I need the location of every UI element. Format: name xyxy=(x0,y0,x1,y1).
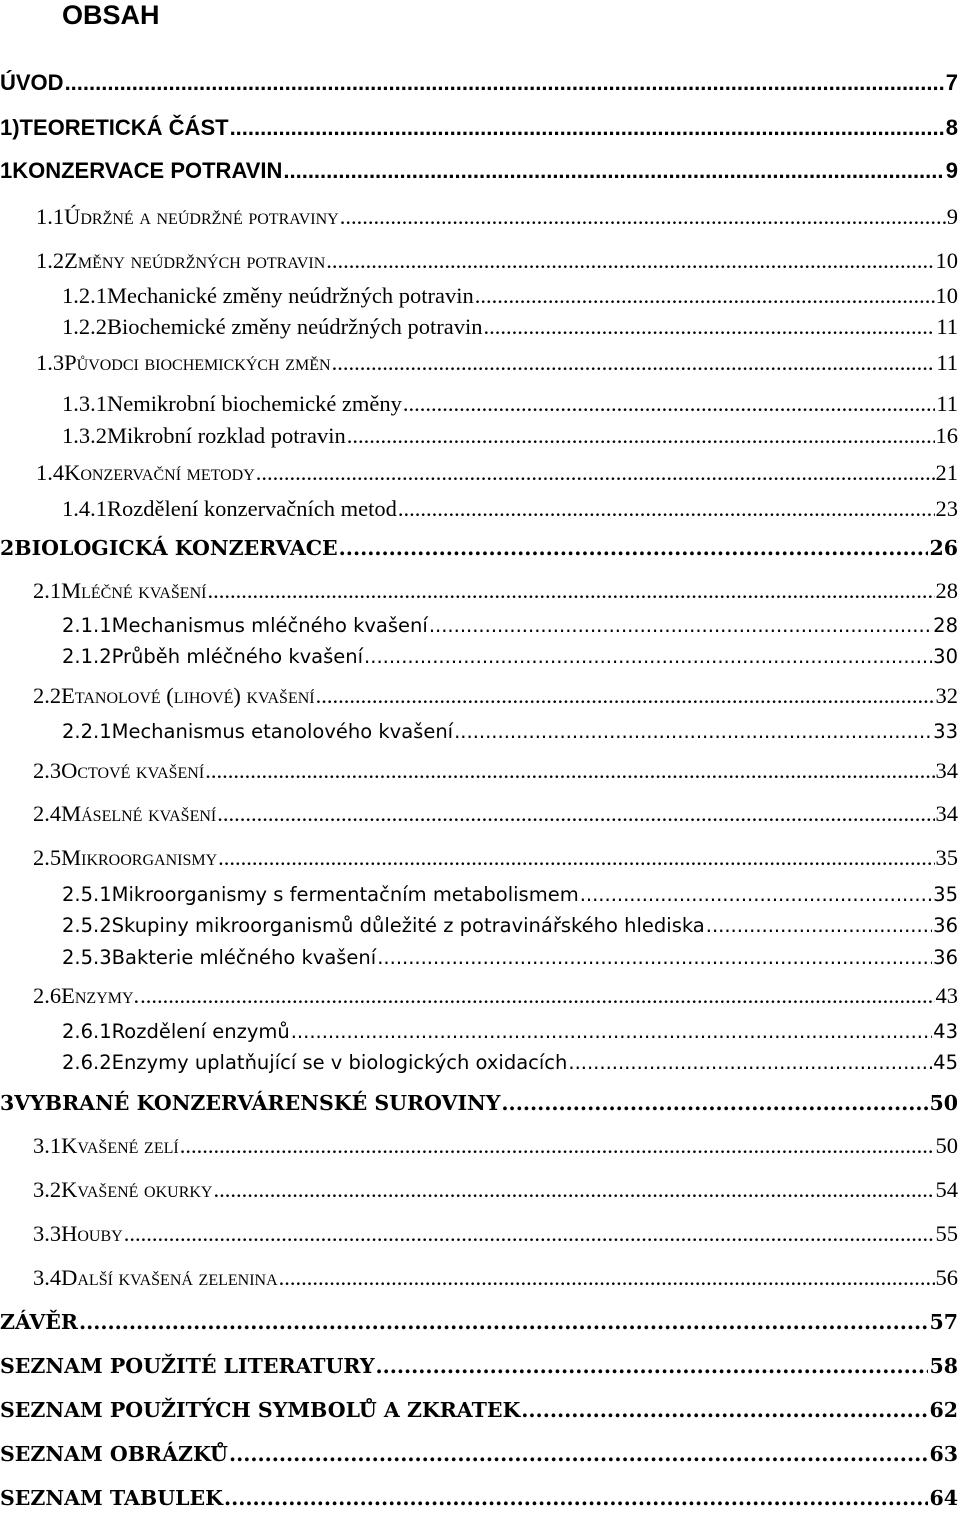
dot-leader xyxy=(706,914,932,937)
toc-entry[interactable] xyxy=(33,578,958,604)
toc-entry-label: Nemikrobní biochemické změny xyxy=(107,391,402,416)
toc-page-number: 9 xyxy=(946,204,958,229)
toc-entry-label: Změny neúdržných potravin xyxy=(64,248,326,273)
toc-entry[interactable] xyxy=(33,845,958,871)
toc-entry[interactable] xyxy=(62,720,958,743)
toc-entry-label: Skupiny mikroorganismů důležité z potravinářského hlediska xyxy=(111,914,705,937)
dot-leader xyxy=(217,801,934,827)
toc-entry[interactable] xyxy=(36,204,958,230)
toc-page-number: 16 xyxy=(935,423,958,448)
dot-leader xyxy=(340,204,946,230)
toc-entry[interactable] xyxy=(33,683,958,709)
toc-entry-number: 2.4 xyxy=(33,801,62,826)
toc-entry-number: 1.1 xyxy=(36,204,65,229)
toc-entry[interactable] xyxy=(62,914,958,937)
toc-entry[interactable] xyxy=(62,614,958,637)
dot-leader xyxy=(256,460,935,486)
toc-entry-label: Enzymy uplatňující se v biologických oxidacích xyxy=(111,1051,568,1074)
toc-entry-number: 1.3.1 xyxy=(62,391,107,416)
toc-entry-number: 2.5.1 xyxy=(62,883,112,906)
dot-leader xyxy=(347,423,935,449)
toc-entry[interactable] xyxy=(62,391,958,417)
toc-entry-label: Další kvašená zelenina xyxy=(61,1265,278,1290)
toc-entry-label: Houby xyxy=(61,1221,123,1246)
dot-leader xyxy=(568,1051,932,1074)
dot-leader xyxy=(316,683,935,709)
toc-page-number: 11 xyxy=(936,314,958,339)
toc-entry-label: Biochemické změny neúdržných potravin xyxy=(107,314,483,339)
dot-leader xyxy=(79,1310,929,1334)
dot-leader xyxy=(332,350,936,376)
toc-page-number: 11 xyxy=(936,350,958,375)
toc-entry[interactable] xyxy=(36,248,958,274)
toc-entry[interactable] xyxy=(36,460,958,486)
toc-entry-number: 1.4 xyxy=(36,460,65,485)
toc-entry-number: 2.5.2 xyxy=(62,914,112,937)
toc-page-number: 35 xyxy=(935,845,958,870)
dot-leader xyxy=(501,1091,928,1115)
toc-entry-label: Mikrobní rozklad potravin xyxy=(107,423,346,448)
dot-leader xyxy=(140,983,934,1009)
toc-page-number: 23 xyxy=(935,496,958,521)
toc-page-number: 33 xyxy=(933,720,958,743)
toc-entry-label: SEZNAM TABULEK xyxy=(0,1486,223,1510)
page-title: OBSAH xyxy=(62,0,160,30)
toc-page-number: 58 xyxy=(929,1354,958,1378)
toc-entry-label: 1)TEORETICKÁ ČÁST xyxy=(0,115,229,140)
toc-entry-number: 1.2.1 xyxy=(62,283,107,308)
toc-entry-label: 3VYBRANÉ KONZERVÁRENSKÉ SUROVINY xyxy=(0,1091,501,1115)
dot-leader xyxy=(229,1442,929,1466)
toc-entry-number: 3.1 xyxy=(33,1133,62,1158)
toc-entry-label: Průběh mléčného kvašení xyxy=(111,645,364,668)
toc-entry[interactable] xyxy=(62,423,958,449)
toc-entry-label: Údržné a neúdržné potraviny xyxy=(64,204,339,229)
toc-page-number: 64 xyxy=(929,1486,958,1510)
toc-entry-label: Kvašené okurky xyxy=(61,1177,213,1202)
toc-entry[interactable] xyxy=(33,1221,958,1247)
toc-entry-label: Rozdělení enzymů xyxy=(111,1020,290,1043)
toc-page-number: 45 xyxy=(933,1051,958,1074)
toc-entry[interactable] xyxy=(62,645,958,668)
toc-entry[interactable] xyxy=(0,1486,958,1510)
toc-page-number: 43 xyxy=(933,1020,958,1043)
toc-entry-label: Bakterie mléčného kvašení xyxy=(111,946,377,969)
toc-entry-label: Mechanismus etanolového kvašení xyxy=(111,720,454,743)
toc-entry-number: 1.3.2 xyxy=(62,423,107,448)
dot-leader xyxy=(475,283,935,309)
toc-entry-number: 2.6.1 xyxy=(62,1020,112,1043)
toc-page-number: 35 xyxy=(933,883,958,906)
dot-leader xyxy=(580,883,932,906)
toc-entry-label: SEZNAM POUŽITÝCH SYMBOLŮ A ZKRATEK xyxy=(0,1398,521,1422)
dot-leader xyxy=(218,845,934,871)
toc-page-number: 7 xyxy=(945,70,958,95)
toc-entry-number: 2.2 xyxy=(33,683,62,708)
toc-page-number: 57 xyxy=(929,1310,958,1334)
dot-leader xyxy=(230,115,945,141)
toc-page-number: 26 xyxy=(929,536,958,560)
dot-leader xyxy=(454,720,932,743)
toc-page-number: 50 xyxy=(935,1133,958,1158)
dot-leader xyxy=(207,578,934,604)
toc-entry-label: Enzymy. xyxy=(61,983,140,1008)
toc-entry[interactable] xyxy=(33,1133,958,1159)
toc-page-number: 32 xyxy=(935,683,958,708)
toc-page-number: 10 xyxy=(935,283,958,308)
toc-page-number: 50 xyxy=(929,1091,958,1115)
toc-entry[interactable] xyxy=(33,1177,958,1203)
toc-entry-number: 1.2 xyxy=(36,248,65,273)
dot-leader xyxy=(279,1265,935,1291)
toc-page-number: 34 xyxy=(935,758,958,783)
toc-entry[interactable] xyxy=(0,70,958,96)
toc-entry[interactable] xyxy=(0,158,958,184)
toc-entry-number: 2.1.1 xyxy=(62,614,112,637)
toc-entry-label: Mechanické změny neúdržných potravin xyxy=(107,283,474,308)
toc-page-number: 55 xyxy=(935,1221,958,1246)
toc-entry[interactable] xyxy=(62,946,958,969)
toc-page-number: 21 xyxy=(935,460,958,485)
toc-entry[interactable] xyxy=(62,496,958,522)
toc-entry-number: 2.5.3 xyxy=(62,946,112,969)
toc-page-number: 56 xyxy=(935,1265,958,1290)
toc-entry-number: 2.6.2 xyxy=(62,1051,112,1074)
toc-entry-number: 1.2.2 xyxy=(62,314,107,339)
toc-entry[interactable] xyxy=(33,758,958,784)
toc-entry-label: Mléčné kvašení xyxy=(61,578,207,603)
toc-page-number: 63 xyxy=(929,1442,958,1466)
toc-page-number: 30 xyxy=(933,645,958,668)
toc-entry-label: ÚVOD xyxy=(0,70,64,95)
toc-entry-label: 1KONZERVACE POTRAVIN xyxy=(0,158,283,183)
dot-leader xyxy=(283,158,944,184)
toc-entry-label: 2BIOLOGICKÁ KONZERVACE xyxy=(0,536,338,560)
toc-entry-label: Kvašené zelí xyxy=(61,1133,179,1158)
toc-page-number: 28 xyxy=(935,578,958,603)
toc-page-number: 9 xyxy=(945,158,958,183)
dot-leader xyxy=(377,946,932,969)
toc-entry[interactable] xyxy=(62,314,958,340)
dot-leader xyxy=(214,1177,935,1203)
toc-page-number: 10 xyxy=(935,248,958,273)
toc-entry-label: SEZNAM OBRÁZKŮ xyxy=(0,1442,228,1466)
toc-entry-label: Octové kvašení xyxy=(61,758,205,783)
toc-entry-label: Mikroorganismy s fermentačním metabolismem xyxy=(111,883,579,906)
toc-entry[interactable] xyxy=(33,1265,958,1291)
toc-entry-label: Mikroorganismy xyxy=(61,845,218,870)
dot-leader xyxy=(326,248,934,274)
toc-entry[interactable] xyxy=(0,1398,958,1422)
dot-leader xyxy=(429,614,932,637)
toc-entry-number: 1.3 xyxy=(36,350,65,375)
toc-entry-label: SEZNAM POUŽITÉ LITERATURY xyxy=(0,1354,375,1378)
dot-leader xyxy=(124,1221,935,1247)
toc-entry-label: Máselné kvašení xyxy=(61,801,217,826)
toc-entry[interactable] xyxy=(36,350,958,376)
toc-entry-number: 3.2 xyxy=(33,1177,62,1202)
toc-page-number: 36 xyxy=(933,914,958,937)
toc-page-number: 36 xyxy=(933,946,958,969)
dot-leader xyxy=(65,70,945,96)
toc-entry[interactable] xyxy=(0,1354,958,1378)
toc-entry-number: 2.3 xyxy=(33,758,62,783)
toc-entry[interactable] xyxy=(62,283,958,309)
dot-leader xyxy=(205,758,934,784)
dot-leader xyxy=(180,1133,935,1159)
dot-leader xyxy=(224,1486,929,1510)
toc-entry-number: 1.4.1 xyxy=(62,496,107,521)
toc-entry[interactable] xyxy=(33,983,958,1009)
dot-leader xyxy=(364,645,932,668)
dot-leader xyxy=(375,1354,928,1378)
dot-leader xyxy=(484,314,936,340)
dot-leader xyxy=(291,1020,932,1043)
toc-entry[interactable] xyxy=(62,1020,958,1043)
toc-page-number: 54 xyxy=(935,1177,958,1202)
toc-entry[interactable] xyxy=(62,883,958,906)
toc-entry-label: Původci biochemických změn xyxy=(64,350,331,375)
toc-entry[interactable] xyxy=(0,1310,958,1334)
toc-entry[interactable] xyxy=(0,536,958,560)
toc-entry[interactable] xyxy=(0,1442,958,1466)
toc-page-number: 62 xyxy=(929,1398,958,1422)
toc-entry-label: Etanolové (lihové) kvašení xyxy=(61,683,315,708)
toc-page-number: 34 xyxy=(935,801,958,826)
toc-page-number: 8 xyxy=(945,115,958,140)
toc-entry-label: Konzervační metody xyxy=(64,460,255,485)
toc-entry-number: 3.3 xyxy=(33,1221,62,1246)
toc-page-number: 28 xyxy=(933,614,958,637)
dot-leader xyxy=(403,391,935,417)
toc-entry-number: 2.6 xyxy=(33,983,62,1008)
toc-page-number: 11 xyxy=(936,391,958,416)
toc-entry-number: 2.1 xyxy=(33,578,62,603)
toc-entry[interactable] xyxy=(33,801,958,827)
toc-entry-number: 2.5 xyxy=(33,845,62,870)
toc-page-number: 43 xyxy=(935,983,958,1008)
toc-entry[interactable] xyxy=(0,1091,958,1115)
dot-leader xyxy=(398,496,935,522)
toc-entry-number: 2.2.1 xyxy=(62,720,112,743)
toc-entry-number: 3.4 xyxy=(33,1265,62,1290)
toc-entry-label: Rozdělení konzervačních metod xyxy=(107,496,397,521)
dot-leader xyxy=(339,536,929,560)
toc-entry-label: ZÁVĚR xyxy=(0,1310,78,1334)
toc-entry-label: Mechanismus mléčného kvašení xyxy=(111,614,428,637)
toc-entry-number: 2.1.2 xyxy=(62,645,112,668)
dot-leader xyxy=(521,1398,928,1422)
toc-entry[interactable] xyxy=(0,115,958,141)
toc-entry[interactable] xyxy=(62,1051,958,1074)
